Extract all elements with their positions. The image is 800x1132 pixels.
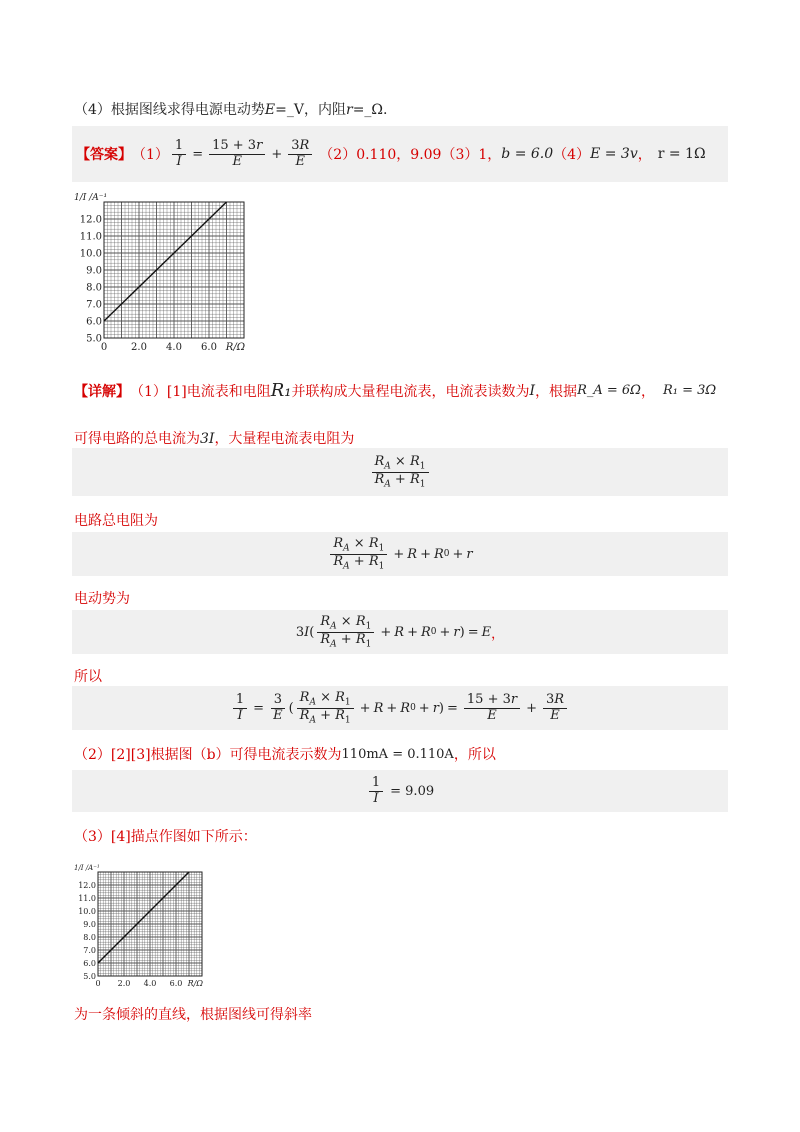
formula-band-5 [72, 770, 728, 812]
y-tick-label: 8.0 [83, 932, 96, 942]
y-tick-label: 7.0 [83, 945, 96, 955]
graph-1 [72, 186, 254, 356]
detail-line-q3: （3）[4]描点作图如下所示： [74, 829, 257, 845]
y-tick-label: 11.0 [78, 893, 96, 903]
x-tick-label: 6.0 [201, 342, 217, 353]
formula-ammeter-resistance: $\frac{R_A \times R_1}{R_A + R_1}$ [72, 448, 728, 496]
total-resistance-label: 电路总电阻为 [74, 513, 158, 529]
formula-total-resistance: $\frac{R_A \times R_1}{R_A + R_1}$ + R + R 0 + r [72, 532, 728, 576]
question-4: （4）根据图线求得电源电动势E=_V，内阻r=_Ω. [74, 102, 388, 118]
y-axis-label: 1/I /A⁻¹ [74, 864, 100, 872]
so-label: 所以 [74, 669, 102, 685]
y-tick-label: 10.0 [78, 906, 96, 916]
y-tick-label: 9.0 [83, 919, 96, 929]
answer-line: 【答案】 （1） $\frac{1}{I}$ = $\frac{15 + 3r}{E}$ + $\frac{3R}{E}$ （2）0.110，9.09（3）1， b = 6.0 （4） E = 3v ， r = 1Ω [76, 137, 706, 169]
y-tick-label: 10.0 [79, 248, 102, 260]
y-tick-label: 9.0 [86, 265, 102, 277]
x-tick-label: 2.0 [131, 342, 147, 353]
x-tick-label: 4.0 [166, 342, 182, 353]
y-tick-label: 6.0 [83, 958, 96, 968]
graph-2 [72, 858, 212, 990]
detail-line-last: 为一条倾斜的直线，根据图线可得斜率 [74, 1007, 312, 1023]
x-tick-label: 2.0 [117, 979, 131, 988]
y-tick-label: 12.0 [79, 214, 102, 226]
detail-line-1: 【详解】 （1）[1]电流表和电阻 R₁ 并联构成大量程电流表，电流表读数为 I ，根据 R_A = 6Ω ， R₁ = 3Ω [74, 380, 717, 401]
formula-emf: 3 I ( $\frac{R_A \times R_1}{R_A + R_1}$ + R + R 0 + r ) = E ， [295, 613, 505, 650]
detail-line-2: 可得电路的总电流为3I，大量程电流表电阻为 [74, 431, 355, 447]
formula-band-2 [72, 532, 728, 576]
formula-inverse-current: $\frac{1}{I}$ = $\frac{3}{E}$ ( $\frac{R_A \times R_1}{R_A + R_1}$ + R + R 0 + r ) = $\frac{15 + 3r}{E}$ + $\frac{3R}{E}$ [72, 686, 728, 730]
series-line [98, 872, 189, 963]
y-tick-label: 5.0 [86, 333, 102, 345]
x-tick-label: 0 [95, 979, 101, 988]
formula-band-4 [72, 686, 728, 730]
y-tick-label: 5.0 [83, 971, 96, 981]
y-axis-label: 1/I /A⁻¹ [74, 193, 108, 203]
emf-label: 电动势为 [74, 591, 130, 607]
x-axis-label: R/Ω [187, 979, 203, 988]
formula-band-3 [72, 610, 728, 654]
formula-inverse-value: $\frac{1}{I}$ = 9.09 [72, 770, 728, 812]
y-tick-label: 12.0 [78, 880, 96, 890]
x-tick-label: 0 [100, 342, 108, 353]
y-tick-label: 6.0 [86, 316, 102, 328]
x-tick-label: 4.0 [143, 979, 157, 988]
y-tick-label: 7.0 [86, 299, 102, 311]
y-tick-label: 8.0 [86, 282, 102, 294]
x-tick-label: 6.0 [169, 979, 183, 988]
series-line [104, 202, 227, 321]
formula-band-1 [72, 448, 728, 496]
y-tick-label: 11.0 [79, 231, 102, 243]
x-axis-label: R/Ω [225, 342, 245, 353]
answer-formula: $\frac{1}{I}$ = $\frac{15 + 3r}{E}$ + $\frac{3R}{E}$ [169, 139, 315, 170]
detail-line-q2: （2）[2][3]根据图（b）可得电流表示数为 110mA = 0.110A ，所以 [74, 746, 496, 763]
